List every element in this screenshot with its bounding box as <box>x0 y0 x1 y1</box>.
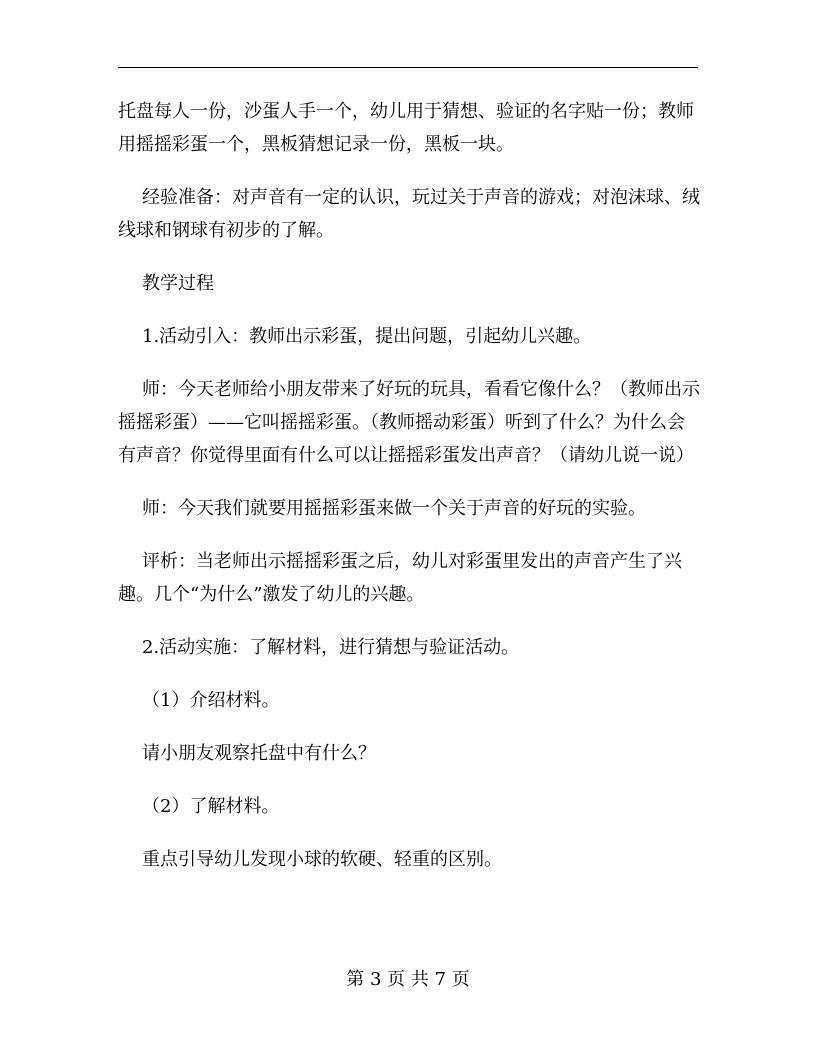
page-footer: 第 3 页 共 7 页 <box>346 969 470 990</box>
paragraph-materials: 托盘每人一份，沙蛋人手一个，幼儿用于猜想、验证的名字贴一份；教师用摇摇彩蛋一个，黑板猜想记录一份，黑板一块。 <box>118 101 694 155</box>
paragraph-teacher-dialogue-2: 师：今天我们就要用摇摇彩蛋来做一个关于声音的好玩的实验。 <box>142 498 646 519</box>
paragraph-guidance: 重点引导幼儿发现小球的软硬、轻重的区别。 <box>142 849 502 870</box>
paragraph-comment: 评析：当老师出示摇摇彩蛋之后，幼儿对彩蛋里发出的声音产生了兴趣。几个“为什么”激发了幼儿的兴趣。 <box>118 551 682 605</box>
paragraph-teacher-dialogue-1: 师：今天老师给小朋友带来了好玩的玩具，看看它像什么？（教师出示摇摇彩蛋）——它叫摇摇彩蛋。（教师摇动彩蛋）听到了什么？为什么会有声音？你觉得里面有什么可以让摇摇彩蛋发出声音？（请幼儿说一说） <box>118 379 700 466</box>
paragraph-step-1: 1.活动引入：教师出示彩蛋，提出问题，引起幼儿兴趣。 <box>142 326 592 347</box>
paragraph-experience: 经验准备：对声音有一定的认识，玩过关于声音的游戏；对泡沫球、绒线球和钢球有初步的了解。 <box>118 187 700 241</box>
paragraph-observe: 请小朋友观察托盘中有什么？ <box>142 743 376 764</box>
paragraph-step-2: 2.活动实施：了解材料，进行猜想与验证活动。 <box>142 637 520 658</box>
paragraph-substep-1: （1）介绍材料。 <box>142 690 280 711</box>
section-heading: 教学过程 <box>142 273 214 294</box>
paragraph-substep-2: （2）了解材料。 <box>142 796 280 817</box>
header-rule <box>118 67 698 68</box>
document-body <box>118 95 700 896</box>
